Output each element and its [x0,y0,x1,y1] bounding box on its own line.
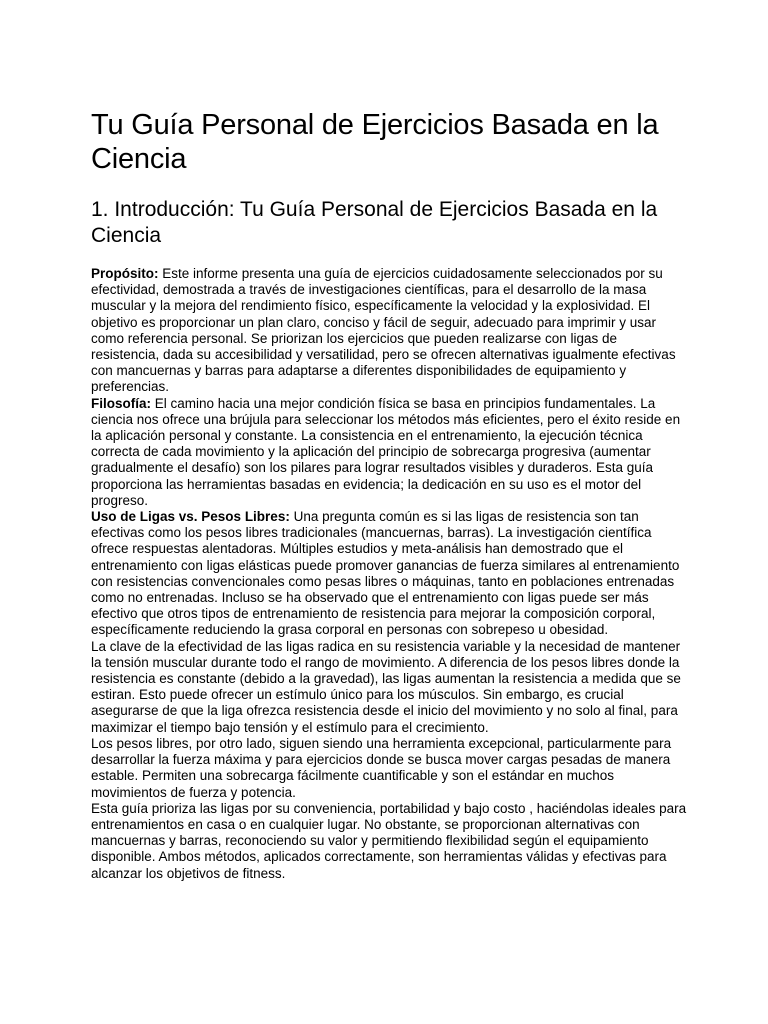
paragraph-text: La clave de la efectividad de las ligas radica en su resistencia variable y la necesidad de mantener la tensión muscular durante todo el rango de movimiento. A diferencia de los pesos libres donde la resistencia es constante (debido a la gravedad), las ligas aumentan la resistencia a medida que se estiran. Esto puede ofrecer un estímulo único para los músculos. Sin embargo, es crucial asegurarse de que la liga ofrezca resistencia desde el inicio del movimiento y no solo al final, para maximizar el tiempo bajo tensión y el estímulo para el crecimiento. [91,638,681,735]
paragraph-resistencia-variable [91,639,687,736]
paragraph-proposito [91,266,687,396]
paragraph-label: Filosofía: [91,395,151,411]
paragraph-prioridad-ligas [91,801,687,882]
paragraph-filosofia [91,396,687,509]
document-body [91,266,687,882]
paragraph-label: Uso de Ligas vs. Pesos Libres: [91,509,290,525]
section-heading: 1. Introducción: Tu Guía Personal de Ejercicios Basada en la Ciencia [91,198,658,247]
paragraph-text: Una pregunta común es si las ligas de resistencia son tan efectivas como los pesos libres tradicionales (mancuernas, barras). La investigación científica ofrece respuestas alentadoras. Múltiples estudios y meta-análisis han demostrado que el entrenamiento con ligas elásticas puede promover ganancias de fuerza similares al entrenamiento con resistencias convencionales como pesas libres o máquinas, tanto en poblaciones entrenadas como no entrenadas. Incluso se ha observado que el entrenamiento con ligas puede ser más efectivo que otros tipos de entrenamiento de resistencia para mejorar la composición corporal, específicamente reduciendo la grasa corporal en personas con sobrepeso u obesidad. [91,509,680,638]
paragraph-pesos-libres [91,736,687,801]
paragraph-text: Los pesos libres, por otro lado, siguen siendo una herramienta excepcional, particularmente para desarrollar la fuerza máxima y para ejercicios donde se busca mover cargas pesadas de manera estable. Permiten una sobrecarga fácilmente cuantificable y son el estándar en muchos movimientos de fuerza y potencia. [91,735,672,800]
paragraph-text: Esta guía prioriza las ligas por su conveniencia, portabilidad y bajo costo , haciéndolas ideales para entrenamientos en casa o en cualquier lugar. No obstante, se proporcionan alternativas con mancuernas y barras, reconociendo su valor y permitiendo flexibilidad según el equipamiento disponible. Ambos métodos, aplicados correctamente, son herramientas válidas y efectivas para alcanzar los objetivos de fitness. [91,800,687,881]
document-page [91,108,687,882]
paragraph-label: Propósito: [91,266,159,281]
paragraph-text: Este informe presenta una guía de ejercicios cuidadosamente seleccionados por su efectividad, demostrada a través de investigaciones científicas, para el desarrollo de la masa muscular y la mejora del rendimiento físico, específicamente la velocidad y la explosividad. El objetivo es proporcionar un plan claro, conciso y fácil de seguir, adecuado para imprimir y usar como referencia personal. Se priorizan los ejercicios que pueden realizarse con ligas de resistencia, dada su accesibilidad y versatilidad, pero se ofrecen alternativas igualmente efectivas con mancuernas y barras para adaptarse a diferentes disponibilidades de equipamiento y preferencias. [91,266,676,395]
paragraph-text: El camino hacia una mejor condición física se basa en principios fundamentales. La ciencia nos ofrece una brújula para seleccionar los métodos más eficientes, pero el éxito reside en la aplicación personal y constante. La consistencia en el entrenamiento, la ejecución técnica correcta de cada movimiento y la aplicación del principio de sobrecarga progresiva (aumentar gradualmente el desafío) son los pilares para lograr resultados visibles y duraderos. Esta guía proporciona las herramientas basadas en evidencia; la dedicación en su uso es el motor del progreso. [91,395,681,508]
paragraph-ligas-vs-pesos [91,509,687,639]
document-title: Tu Guía Personal de Ejercicios Basada en la Ciencia [91,109,659,175]
